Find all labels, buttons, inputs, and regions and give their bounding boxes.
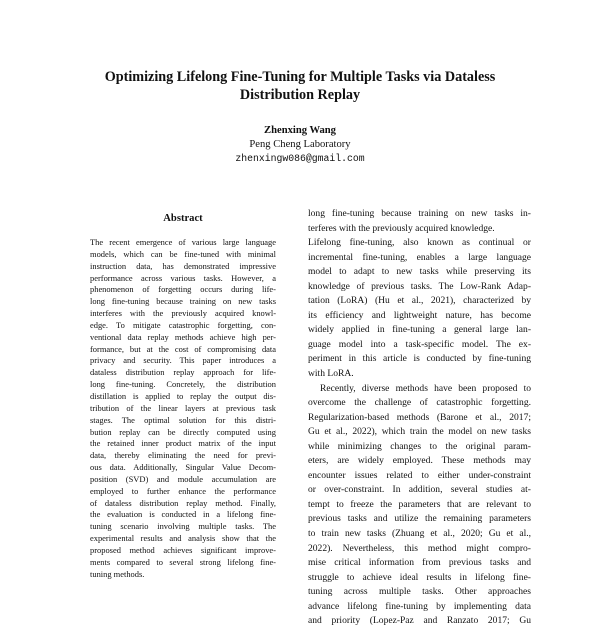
abstract-line: instruction data, has demonstrated impressive bbox=[90, 260, 276, 271]
abstract-line: performance across various tasks. However, a bbox=[90, 272, 276, 283]
body-line: to train new tasks (Zhuang et al., 2020; Gu et al., bbox=[308, 528, 531, 540]
abstract-line: employed to further enhance the performance bbox=[90, 485, 276, 496]
body-line: terferes with the previously acquired knowledge. bbox=[308, 222, 495, 234]
body-column bbox=[308, 207, 531, 629]
abstract-line: tuning scenario involving multiple tasks. The bbox=[90, 521, 276, 532]
body-line: long fine-tuning because training on new tasks in- bbox=[308, 208, 531, 219]
abstract-line: position (SVD) and module accumulation are bbox=[90, 473, 276, 484]
body-line: periment in this article is conducted by fine-tuning bbox=[308, 353, 531, 365]
abstract-line: experimental results and analysis show that the bbox=[90, 533, 276, 544]
author-name: Zhenxing Wang bbox=[264, 125, 336, 136]
abstract-line: long fine-tuning. Concretely, the distribution bbox=[90, 379, 276, 390]
abstract-body bbox=[90, 237, 276, 580]
abstract-line: privacy and security. This paper introduces a bbox=[90, 355, 276, 366]
body-line: while minimizing changes to the original param- bbox=[308, 440, 531, 452]
body-line: tempt to freeze the parameters that are relevant to bbox=[308, 498, 531, 510]
abstract-line: stages. The optimal solution for this distri- bbox=[90, 414, 276, 425]
body-line: advance lifelong fine-tuning by implementing data bbox=[308, 600, 531, 612]
abstract-line: phenomenon of forgetting occurs during life- bbox=[90, 284, 276, 295]
abstract-line: ous data. Additionally, Singular Value Decom- bbox=[90, 462, 276, 473]
body-line: 2022). Nevertheless, this method might compro- bbox=[308, 542, 531, 554]
body-line: Lifelong fine-tuning, also known as continual or bbox=[308, 237, 531, 249]
abstract-line: edge. To mitigate catastrophic forgetting, con- bbox=[90, 319, 276, 330]
body-line: previous tasks and utilize the remaining parameters bbox=[308, 513, 531, 525]
abstract-line: of dataless distribution replay method. Finally, bbox=[90, 497, 276, 508]
body-line: tuning across multiple tasks. Other approaches bbox=[308, 586, 531, 598]
abstract-line: distillation is applied to replay the output dis- bbox=[90, 390, 276, 401]
paper-title bbox=[60, 68, 540, 104]
body-line: overcome the challenge of catastrophic forgetting. bbox=[308, 397, 531, 409]
abstract-line: proposed method achieves significant improve- bbox=[90, 544, 276, 555]
abstract-line: dataless distribution replay approach for life- bbox=[90, 367, 276, 378]
abstract-line: data, thereby eliminating the need for previ- bbox=[90, 450, 276, 461]
abstract-line: models, which can be fine-tuned with minimal bbox=[90, 248, 276, 259]
abstract-line: tuning methods. bbox=[90, 568, 145, 579]
author-email: zhenxingw086@gmail.com bbox=[235, 153, 365, 164]
author-block bbox=[100, 124, 500, 166]
title-line: Optimizing Lifelong Fine-Tuning for Multiple Tasks via Dataless bbox=[104, 69, 496, 85]
abstract-line: The recent emergence of various large language bbox=[90, 237, 276, 247]
body-line: widely applied in fine-tuning a general large lan- bbox=[308, 324, 531, 336]
body-line: model to adapt to new tasks while preserving its bbox=[308, 266, 531, 278]
body-line: its efficiency and lightweight nature, has become bbox=[308, 309, 531, 321]
abstract-line: long fine-tuning because training on new tasks bbox=[90, 296, 276, 307]
body-line: Gu et al., 2022), which train the model on new tasks bbox=[308, 426, 531, 438]
abstract-line: ments compared to several strong lifelong fine- bbox=[90, 556, 276, 567]
body-line: tation (LoRA) (Hu et al., 2021), characterized by bbox=[308, 295, 531, 307]
abstract-heading: Abstract bbox=[163, 213, 203, 224]
body-line: Regularization-based methods (Barone et al., 2017; bbox=[308, 411, 531, 423]
body-line: mise critical information from previous tasks and bbox=[308, 557, 531, 569]
abstract-line: the evaluation is conducted in a lifelong fine- bbox=[90, 509, 276, 520]
body-line: eters, are widely employed. These methods may bbox=[308, 455, 531, 467]
author-affiliation: Peng Cheng Laboratory bbox=[249, 139, 351, 150]
body-line: incremental fine-tuning, enables a large language bbox=[308, 251, 531, 263]
body-line: with LoRA. bbox=[308, 368, 354, 380]
body-line: Recently, diverse methods have been proposed to bbox=[320, 382, 531, 394]
abstract-line: ventional data replay methods achieve high per- bbox=[90, 331, 276, 342]
body-line: guage model into a task-specific model. The ex- bbox=[308, 338, 531, 350]
body-line: or over-constraint. In addition, several studies at- bbox=[308, 484, 531, 496]
body-line: encounter issues related to either under-constraint bbox=[308, 469, 531, 481]
title-line: Distribution Replay bbox=[239, 87, 361, 103]
abstract-line: tribution of the linear layers at previous task bbox=[90, 402, 276, 413]
body-line: and priority (Lopez-Paz and Ranzato 2017; Gu bbox=[308, 615, 531, 627]
abstract-line: formance, but at the cost of compromising data bbox=[90, 343, 276, 354]
abstract-line: interferes with the previously acquired knowl- bbox=[90, 308, 276, 319]
abstract-line: bution replay can be directly computed using bbox=[90, 426, 276, 437]
body-line: knowledge of previous tasks. The Low-Rank Adap- bbox=[308, 280, 531, 292]
body-line: struggle to achieve ideal results in lifelong fine- bbox=[308, 571, 531, 583]
abstract-line: the retained inner product matrix of the input bbox=[90, 438, 276, 449]
